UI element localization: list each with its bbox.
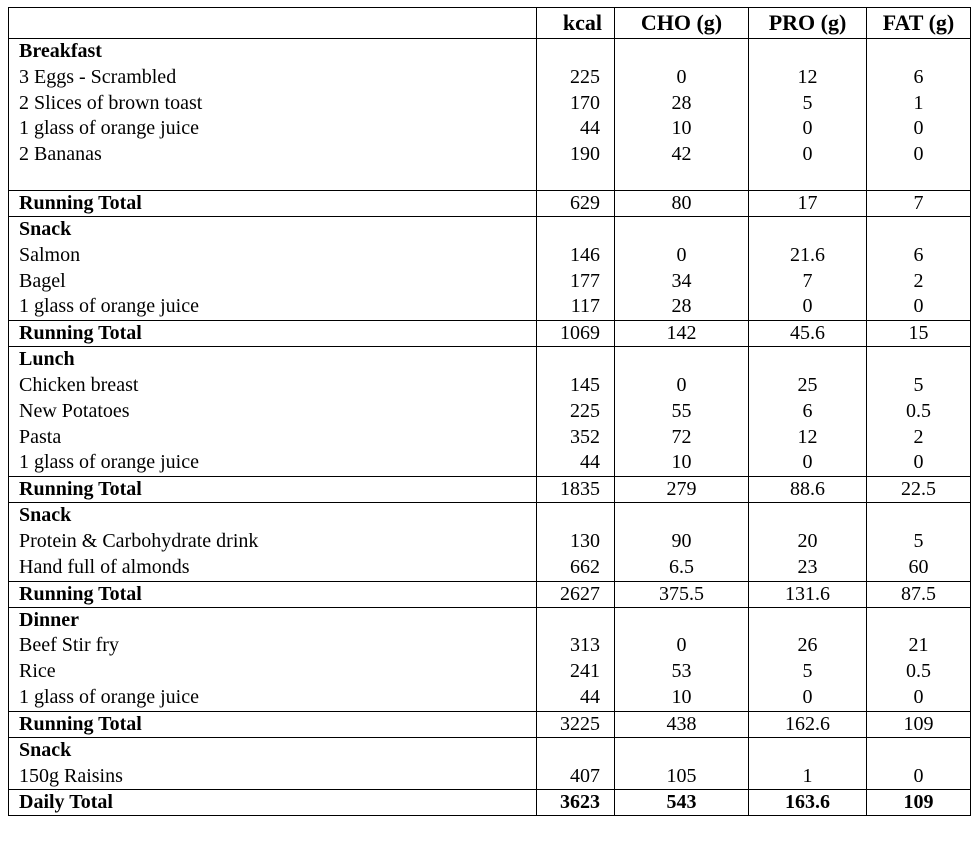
section-items-cell (9, 347, 537, 477)
food-item-kcal: 177 (570, 269, 600, 292)
total-fat: 109 (903, 712, 934, 735)
total-cho: 375.5 (659, 582, 704, 605)
total-fat: 7 (913, 191, 924, 214)
section-items-cell (9, 607, 537, 711)
total-pro: 162.6 (785, 712, 830, 735)
total-label-cell (9, 581, 537, 607)
food-item-fat: 0 (913, 117, 924, 140)
total-cho-cell (615, 477, 749, 503)
total-cho-cell (615, 190, 749, 216)
food-item-name: Salmon (19, 243, 81, 266)
food-item-kcal: 170 (570, 91, 600, 114)
food-item-pro: 21.6 (790, 243, 825, 266)
total-kcal-cell (537, 321, 615, 347)
food-item-pro: 5 (802, 91, 813, 114)
total-fat: 87.5 (901, 582, 936, 605)
food-item-cho: 90 (671, 529, 692, 552)
total-pro: 131.6 (785, 582, 830, 605)
total-fat-cell (867, 321, 971, 347)
total-kcal: 1835 (560, 478, 600, 501)
section-title: Snack (19, 217, 72, 240)
total-pro-cell (749, 190, 867, 216)
total-pro: 17 (797, 191, 818, 214)
total-pro-cell (749, 581, 867, 607)
section-fat-cell (867, 216, 971, 320)
section-items-cell (9, 737, 537, 790)
section-row (9, 347, 971, 477)
section-cho-cell (615, 347, 749, 477)
food-item-cho: 28 (671, 91, 692, 114)
section-title: Lunch (19, 348, 75, 371)
header-row (9, 8, 971, 39)
food-item-cho: 10 (671, 685, 692, 708)
food-item-kcal: 44 (580, 117, 600, 140)
total-label-cell (9, 711, 537, 737)
section-items-cell (9, 503, 537, 581)
food-item-cho: 105 (666, 764, 697, 787)
food-item-pro: 5 (802, 660, 813, 683)
food-item-pro: 0 (802, 295, 813, 318)
food-item-fat: 5 (913, 373, 924, 396)
food-item-pro: 0 (802, 143, 813, 166)
section-fat-cell (867, 607, 971, 711)
total-cho-cell (615, 790, 749, 816)
food-item-fat: 0.5 (906, 660, 931, 683)
food-item-cho: 10 (671, 451, 692, 474)
food-item-fat: 60 (908, 555, 929, 578)
food-item-pro: 12 (797, 65, 818, 88)
food-item-fat: 5 (913, 529, 924, 552)
total-label: Daily Total (19, 791, 113, 814)
total-kcal-cell (537, 477, 615, 503)
food-item-name: Chicken breast (19, 373, 139, 396)
header-kcal: kcal (537, 8, 615, 39)
total-cho-cell (615, 321, 749, 347)
food-item-cho: 6.5 (669, 555, 694, 578)
food-item-name: 2 Slices of brown toast (19, 91, 203, 114)
total-kcal: 3623 (560, 791, 600, 814)
total-kcal: 2627 (560, 582, 600, 605)
food-item-fat: 0 (913, 764, 924, 787)
total-pro-cell (749, 790, 867, 816)
food-item-cho: 0 (676, 243, 687, 266)
total-label-cell (9, 477, 537, 503)
total-row (9, 581, 971, 607)
food-item-pro: 0 (802, 451, 813, 474)
total-kcal-cell (537, 581, 615, 607)
food-item-kcal: 44 (580, 451, 600, 474)
total-kcal-cell (537, 190, 615, 216)
food-item-fat: 0.5 (906, 399, 931, 422)
food-item-pro: 23 (797, 555, 818, 578)
section-cho-cell (615, 607, 749, 711)
food-item-cho: 10 (671, 117, 692, 140)
header-fat: FAT (g) (867, 8, 971, 39)
section-kcal-cell (537, 607, 615, 711)
section-title: Snack (19, 504, 72, 527)
food-item-fat: 6 (913, 243, 924, 266)
food-item-kcal: 313 (570, 634, 600, 657)
total-label: Running Total (19, 582, 142, 605)
food-item-fat: 21 (908, 634, 929, 657)
section-kcal-cell (537, 737, 615, 790)
header-cho: CHO (g) (615, 8, 749, 39)
total-fat: 22.5 (901, 478, 936, 501)
food-item-cho: 0 (676, 373, 687, 396)
food-item-pro: 7 (802, 269, 813, 292)
section-fat-cell (867, 347, 971, 477)
total-pro-cell (749, 477, 867, 503)
total-pro: 45.6 (790, 322, 825, 345)
section-kcal-cell (537, 503, 615, 581)
nutrition-table (8, 7, 971, 816)
food-item-cho: 72 (671, 425, 692, 448)
section-cho-cell (615, 737, 749, 790)
food-item-fat: 2 (913, 425, 924, 448)
section-pro-cell (749, 216, 867, 320)
total-label: Running Total (19, 191, 142, 214)
food-item-cho: 55 (671, 399, 692, 422)
section-row (9, 607, 971, 711)
food-item-fat: 0 (913, 685, 924, 708)
total-label: Running Total (19, 478, 142, 501)
food-item-kcal: 44 (580, 685, 600, 708)
food-item-fat: 6 (913, 65, 924, 88)
section-row (9, 39, 971, 191)
food-item-fat: 0 (913, 451, 924, 474)
food-item-kcal: 190 (570, 143, 600, 166)
food-item-cho: 42 (671, 143, 692, 166)
total-fat: 15 (908, 322, 929, 345)
section-row (9, 503, 971, 581)
food-item-kcal: 117 (570, 295, 600, 318)
food-item-kcal: 225 (570, 65, 600, 88)
total-kcal: 1069 (560, 322, 600, 345)
section-kcal-cell (537, 347, 615, 477)
total-kcal: 629 (570, 191, 600, 214)
food-item-pro: 25 (797, 373, 818, 396)
total-cho-cell (615, 581, 749, 607)
section-cho-cell (615, 39, 749, 191)
section-pro-cell (749, 607, 867, 711)
total-cho: 279 (666, 478, 697, 501)
section-pro-cell (749, 347, 867, 477)
total-pro-cell (749, 711, 867, 737)
food-item-pro: 26 (797, 634, 818, 657)
food-item-fat: 0 (913, 143, 924, 166)
food-item-pro: 1 (802, 764, 813, 787)
total-row (9, 321, 971, 347)
total-kcal: 3225 (560, 712, 600, 735)
total-cho: 142 (666, 322, 697, 345)
section-row (9, 737, 971, 790)
food-item-name: 1 glass of orange juice (19, 451, 199, 474)
food-item-fat: 0 (913, 295, 924, 318)
food-item-name: Pasta (19, 425, 62, 448)
section-fat-cell (867, 39, 971, 191)
total-pro: 88.6 (790, 478, 825, 501)
food-item-kcal: 662 (570, 555, 600, 578)
section-fat-cell (867, 737, 971, 790)
total-fat-cell (867, 790, 971, 816)
food-item-kcal: 241 (570, 660, 600, 683)
total-pro: 163.6 (785, 791, 830, 814)
total-label-cell (9, 790, 537, 816)
total-label-cell (9, 321, 537, 347)
header-item (9, 8, 537, 39)
section-pro-cell (749, 503, 867, 581)
total-cho: 543 (666, 791, 697, 814)
total-label: Running Total (19, 712, 142, 735)
food-item-name: Beef Stir fry (19, 634, 119, 657)
food-item-pro: 12 (797, 425, 818, 448)
food-item-fat: 1 (913, 91, 924, 114)
section-row (9, 216, 971, 320)
food-item-pro: 0 (802, 117, 813, 140)
section-items-cell (9, 39, 537, 191)
food-item-cho: 53 (671, 660, 692, 683)
total-fat-cell (867, 581, 971, 607)
food-item-name: Bagel (19, 269, 66, 292)
food-item-kcal: 145 (570, 373, 600, 396)
total-fat-cell (867, 477, 971, 503)
total-cho: 438 (666, 712, 697, 735)
total-row (9, 477, 971, 503)
food-item-name: Hand full of almonds (19, 555, 190, 578)
total-cho-cell (615, 711, 749, 737)
total-cho: 80 (671, 191, 692, 214)
total-fat-cell (867, 711, 971, 737)
food-item-name: 3 Eggs - Scrambled (19, 65, 177, 88)
total-label-cell (9, 190, 537, 216)
section-pro-cell (749, 737, 867, 790)
section-pro-cell (749, 39, 867, 191)
total-row (9, 190, 971, 216)
food-item-kcal: 352 (570, 425, 600, 448)
section-title: Snack (19, 738, 72, 761)
header-pro: PRO (g) (749, 8, 867, 39)
food-item-pro: 6 (802, 399, 813, 422)
section-cho-cell (615, 216, 749, 320)
section-kcal-cell (537, 216, 615, 320)
food-item-name: Rice (19, 660, 56, 683)
food-item-name: 1 glass of orange juice (19, 685, 199, 708)
total-label: Running Total (19, 322, 142, 345)
food-item-name: 2 Bananas (19, 143, 102, 166)
food-item-cho: 28 (671, 295, 692, 318)
total-fat-cell (867, 190, 971, 216)
food-item-pro: 20 (797, 529, 818, 552)
section-fat-cell (867, 503, 971, 581)
food-item-kcal: 146 (570, 243, 600, 266)
section-title: Breakfast (19, 40, 102, 62)
section-items-cell (9, 216, 537, 320)
total-row (9, 790, 971, 816)
total-pro-cell (749, 321, 867, 347)
section-title: Dinner (19, 608, 79, 631)
food-item-kcal: 130 (570, 529, 600, 552)
food-item-kcal: 225 (570, 399, 600, 422)
food-item-pro: 0 (802, 685, 813, 708)
food-item-name: 150g Raisins (19, 764, 123, 787)
food-item-name: 1 glass of orange juice (19, 117, 199, 140)
total-fat: 109 (903, 791, 934, 814)
section-kcal-cell (537, 39, 615, 191)
food-item-fat: 2 (913, 269, 924, 292)
food-item-name: 1 glass of orange juice (19, 295, 199, 318)
total-kcal-cell (537, 790, 615, 816)
food-item-kcal: 407 (570, 764, 600, 787)
section-cho-cell (615, 503, 749, 581)
food-item-name: New Potatoes (19, 399, 130, 422)
food-item-cho: 0 (676, 65, 687, 88)
total-kcal-cell (537, 711, 615, 737)
table-body (9, 39, 971, 816)
food-item-cho: 0 (676, 634, 687, 657)
total-row (9, 711, 971, 737)
food-item-name: Protein & Carbohydrate drink (19, 529, 259, 552)
food-item-cho: 34 (671, 269, 692, 292)
